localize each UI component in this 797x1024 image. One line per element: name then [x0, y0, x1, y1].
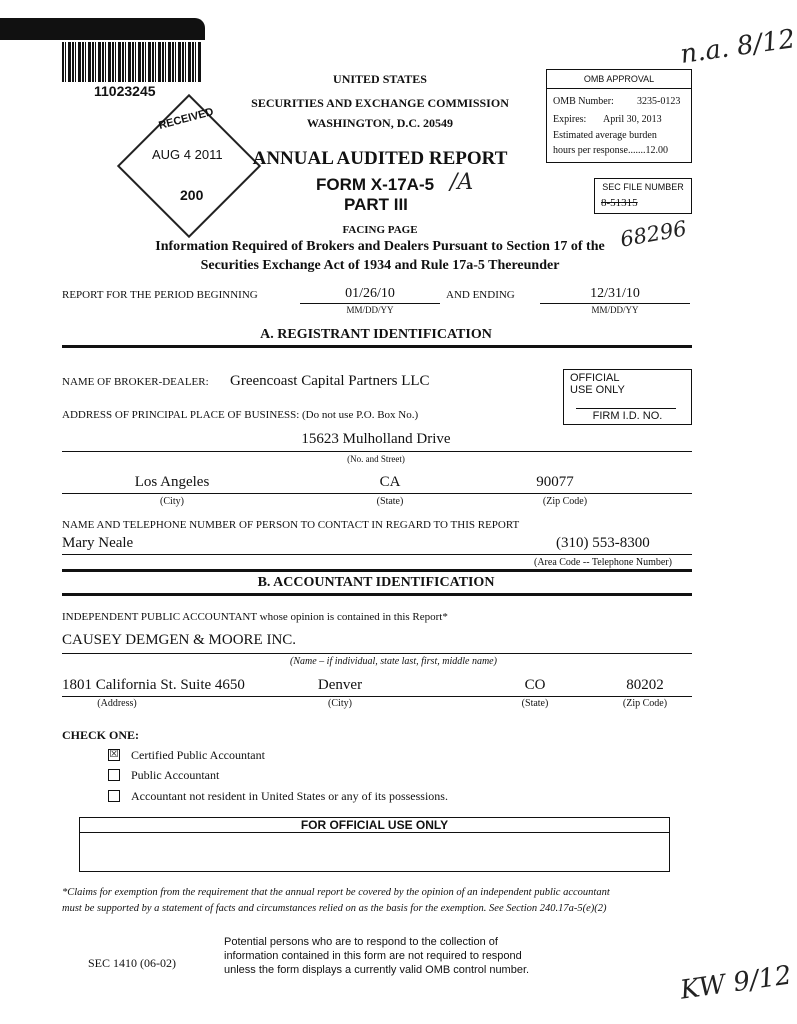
- period-begin-label: REPORT FOR THE PERIOD BEGINNING: [62, 289, 258, 301]
- omb-approval-box: [546, 69, 692, 163]
- street-caption: (No. and Street): [347, 454, 405, 464]
- section-a-bottom-rule: [62, 569, 692, 572]
- option-nonresident-label: Accountant not resident in United States or any of its possessions.: [131, 789, 448, 803]
- city-value: Los Angeles: [134, 474, 210, 490]
- form-suffix: /A: [450, 170, 474, 195]
- broker-label: NAME OF BROKER-DEALER:: [62, 376, 209, 388]
- accountant-line: [62, 653, 692, 654]
- section-b-title: B. ACCOUNTANT IDENTIFICATION: [257, 575, 495, 590]
- received-stamp: [118, 95, 258, 235]
- b-zip-caption: (Zip Code): [622, 698, 668, 709]
- period-begin-value: 01/26/10: [345, 286, 395, 301]
- omb-title: OMB APPROVAL: [547, 70, 691, 89]
- period-begin-format: MM/DD/YY: [346, 305, 394, 315]
- header-line1: UNITED STATES: [333, 72, 427, 86]
- period-end-line: [540, 303, 690, 304]
- state-value: CA: [379, 474, 401, 490]
- phone-caption: (Area Code -- Telephone Number): [534, 557, 672, 568]
- accountant-address-line: [62, 696, 692, 697]
- accountant-address: 1801 California St. Suite 4650: [62, 677, 245, 693]
- sec-file-label: SEC FILE NUMBER: [602, 182, 684, 192]
- address-label: ADDRESS OF PRINCIPAL PLACE OF BUSINESS: (Do not use P.O. Box No.): [62, 409, 419, 421]
- zip-caption: (Zip Code): [542, 496, 588, 507]
- annotation-top-right: n.a. 8/12: [678, 24, 797, 70]
- state-caption: (State): [376, 496, 404, 507]
- section-b-rule: [62, 593, 692, 596]
- address-caption: (Address): [97, 698, 137, 709]
- stamp-received: RECEIVED: [157, 105, 215, 133]
- omb-burden-2: hours per response.......12.00: [553, 145, 668, 156]
- option-public-accountant-label: Public Accountant: [131, 768, 220, 782]
- period-end-label: AND ENDING: [446, 289, 515, 301]
- checkbox-public-accountant[interactable]: [108, 769, 120, 781]
- city-line: [62, 493, 692, 494]
- info-line1: Information Required of Brokers and Dealers Pursuant to Section 17 of the: [155, 239, 605, 254]
- omb-number-label: OMB Number:: [553, 96, 614, 107]
- header-line2: SECURITIES AND EXCHANGE COMMISSION: [251, 96, 509, 110]
- contact-phone: (310) 553-8300: [556, 535, 650, 551]
- official-use-box: [563, 369, 692, 425]
- accountant-city: Denver: [317, 677, 363, 693]
- broker-name: Greencoast Capital Partners LLC: [230, 373, 430, 389]
- b-state-caption: (State): [521, 698, 549, 709]
- omb-burden-1: Estimated average burden: [553, 130, 657, 141]
- barcode: [62, 42, 202, 82]
- zip-value: 90077: [536, 474, 574, 490]
- form-part: PART III: [344, 195, 408, 214]
- official-use-only-box: [79, 817, 670, 872]
- report-title: ANNUAL AUDITED REPORT: [252, 148, 508, 169]
- checkbox-nonresident[interactable]: [108, 790, 120, 802]
- accountant-caption: (Name – if individual, state last, first, middle name): [290, 656, 497, 667]
- b-city-caption: (City): [328, 698, 352, 709]
- check-one-label: CHECK ONE:: [62, 728, 140, 742]
- street-value: 15623 Mulholland Drive: [301, 431, 451, 447]
- contact-line: [62, 554, 692, 555]
- top-bar: [0, 18, 205, 40]
- accountant-state: CO: [524, 677, 546, 693]
- contact-name: Mary Neale: [62, 535, 134, 551]
- sec-file-value: 8-51315: [601, 197, 638, 209]
- sec-file-handwritten: 68296: [618, 216, 689, 252]
- facing-page: FACING PAGE: [342, 224, 418, 236]
- period-end-format: MM/DD/YY: [591, 305, 639, 315]
- annotation-bottom-right: KW 9/12: [678, 960, 794, 1006]
- footnote-line1: *Claims for exemption from the requirement that the annual report be covered by the opinion of an independent public accountant: [62, 887, 610, 898]
- section-a-title: A. REGISTRANT IDENTIFICATION: [260, 327, 492, 342]
- firm-id-line: [576, 408, 676, 409]
- omb-notice-1: Potential persons who are to respond to the collection of: [224, 936, 498, 948]
- firm-id-label: FIRM I.D. NO.: [592, 410, 663, 422]
- omb-number: 3235-0123: [637, 96, 681, 107]
- omb-notice-3: unless the form displays a currently valid OMB control number.: [224, 964, 530, 976]
- period-end-value: 12/31/10: [590, 286, 640, 301]
- omb-notice-2: information contained in this form are not required to respond: [224, 950, 522, 962]
- section-a-rule: [62, 345, 692, 348]
- form-number: FORM X-17A-5: [316, 175, 435, 194]
- official-use-only-title: FOR OFFICIAL USE ONLY: [80, 818, 669, 833]
- omb-expires-label: Expires:: [553, 114, 587, 125]
- accountant-label: INDEPENDENT PUBLIC ACCOUNTANT whose opinion is contained in this Report*: [62, 611, 448, 623]
- checkbox-cpa[interactable]: ☒: [109, 749, 119, 760]
- street-line: [62, 451, 692, 452]
- period-begin-line: [300, 303, 440, 304]
- contact-label: NAME AND TELEPHONE NUMBER OF PERSON TO CONTACT IN REGARD TO THIS REPORT: [62, 519, 520, 531]
- stamp-date: AUG 4 2011: [152, 147, 223, 162]
- accountant-zip: 80202: [626, 677, 664, 693]
- form-code: SEC 1410 (06-02): [88, 956, 176, 970]
- omb-expires: April 30, 2013: [603, 114, 662, 125]
- official-use-label: OFFICIAL USE ONLY: [570, 372, 625, 396]
- accountant-name: CAUSEY DEMGEN & MOORE INC.: [62, 632, 297, 648]
- city-caption: (City): [160, 496, 184, 507]
- info-line2: Securities Exchange Act of 1934 and Rule 17a-5 Thereunder: [200, 258, 560, 273]
- header-line3: WASHINGTON, D.C. 20549: [306, 116, 454, 130]
- stamp-code: 200: [180, 187, 204, 203]
- footnote-line2: must be supported by a statement of facts and circumstances relied on as the basis for the exemption. See Section 240.17a-5(e)(2): [62, 903, 607, 914]
- sec-file-box: [594, 178, 692, 214]
- option-cpa-label: Certified Public Accountant: [131, 748, 265, 762]
- barcode-number: 11023245: [94, 83, 156, 99]
